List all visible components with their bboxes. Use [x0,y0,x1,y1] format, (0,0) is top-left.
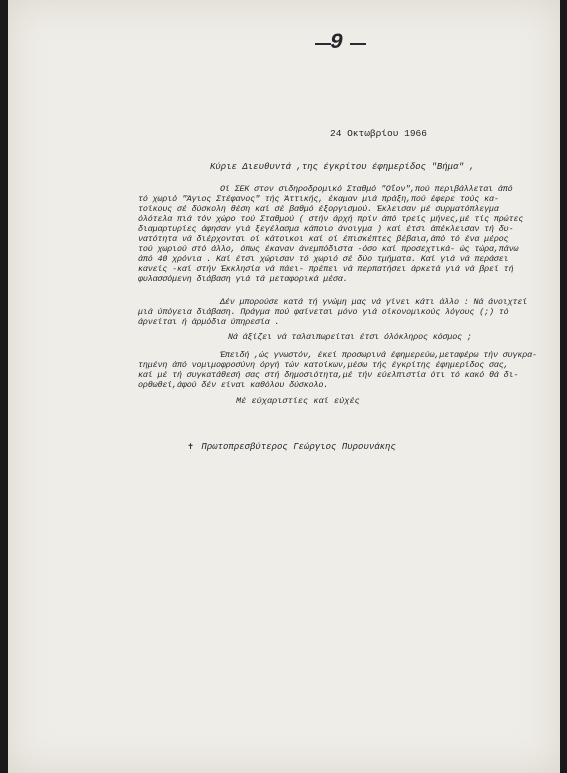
body-line: όλότελα πιά τόν χώρο τού Σταθμού ( στήν άρχή πρίν άπό τρείς μήνες,μέ τίς πρώτες [138,214,524,224]
page-number: 9 [330,30,345,55]
body-line: τοίκους σέ δύσκολη θέση καί σέ βαθμό έξοργισμού. Έκλεισαν μέ συρματόπλεγμα [138,204,499,214]
body-line: μιά ύπόγεια διάβαση. Πράγμα πού φαίνεται μόνο γιά οίκονομικούς λόγους (;) τό [138,307,509,317]
cross-mark-icon: ✝ [188,442,194,452]
body-line: ορθωθεί,άφού δέν είναι καθόλου δύσκολο. [138,380,329,390]
body-line: καί μέ τή συγκατάθεσή σας στή δημοσιότητα,μέ τήν εύελπιστία ότι τό κακό θά δι- [138,370,519,380]
body-line: άρνείται ή άρμόδια ύπηρεσία . [138,317,280,327]
body-line: φυλασσόμενη διάβαση γιά τά μεταφορικά μέσα. [138,274,348,284]
signature-name: Πρωτοπρεσβύτερος Γεώργιος Πυρουνάκης [201,442,396,452]
body-line: άπό 40 χρόνια . Καί έτσι χώρισαν τό χωριό σέ δύο τμήματα. Καί γιά νά περάσει [138,254,509,264]
body-line: τημένη άπό νομιμοφροσύνη όργή τών κατοίκων,μέσω τής έγκρίτης έφημερίδος σας, [138,360,509,370]
body-line: διαμαρτυρίες άφησαν γιά ξεγέλασμα κάποιο άνοιγμα ) καί έτσι άπέκλεισαν τή δυ- [138,224,514,234]
letter-salutation: Κύριε Διευθυντά ,της έγκρίτου έφημερίδος "Βήμα" , [210,162,475,172]
body-line: κανείς -καί στήν Έκκλησία νά πάει- πρέπει νά περπατήσει άρκετά γιά νά βρεί τή [138,264,514,274]
letter-closing: Μέ εύχαριστίες καί εύχές [236,396,360,406]
body-line: τό χωριό "Άγιος Στέφανος" τής Άττικής, έκαμαν μιά πράξη,πού έφερε τούς κα- [138,194,499,204]
body-line: Έπειδή ,ώς γνωστόν, έκεί προσωρινά έφημερεύω,μεταφέρω τήν συγκρα- [220,350,537,360]
letter-date: 24 Οκτωβρίου 1966 [330,128,427,139]
letter-page [8,0,560,773]
body-line: τού χωριού στό άλλο, όπως έκαναν άνεμπόδιστα -όσο καί προσεχτικά- ώς τώρα,πάνω [138,244,519,254]
page-number-dash-right [350,43,366,45]
body-line: νατότητα νά διέρχονται οί κάτοικοι καί οί έπισκέπτες βέβαια,άπό τό ένα μέρος [138,234,509,244]
letter-signature [188,442,396,452]
body-line: Νά άξίζει νά ταλαιπωρείται έτσι όλόκληρος κόσμος ; [228,332,472,342]
page-number-dash-left [315,43,331,45]
body-line: Οί ΣΕΚ στον σιδηροδρομικό Σταθμό "Οΐον",πού περιβάλλεται άπό [220,184,513,194]
body-line: Δέν μπορούσε κατά τή γνώμη μας νά γίνει κάτι άλλο : Νά άνοιχτεί [220,297,528,307]
